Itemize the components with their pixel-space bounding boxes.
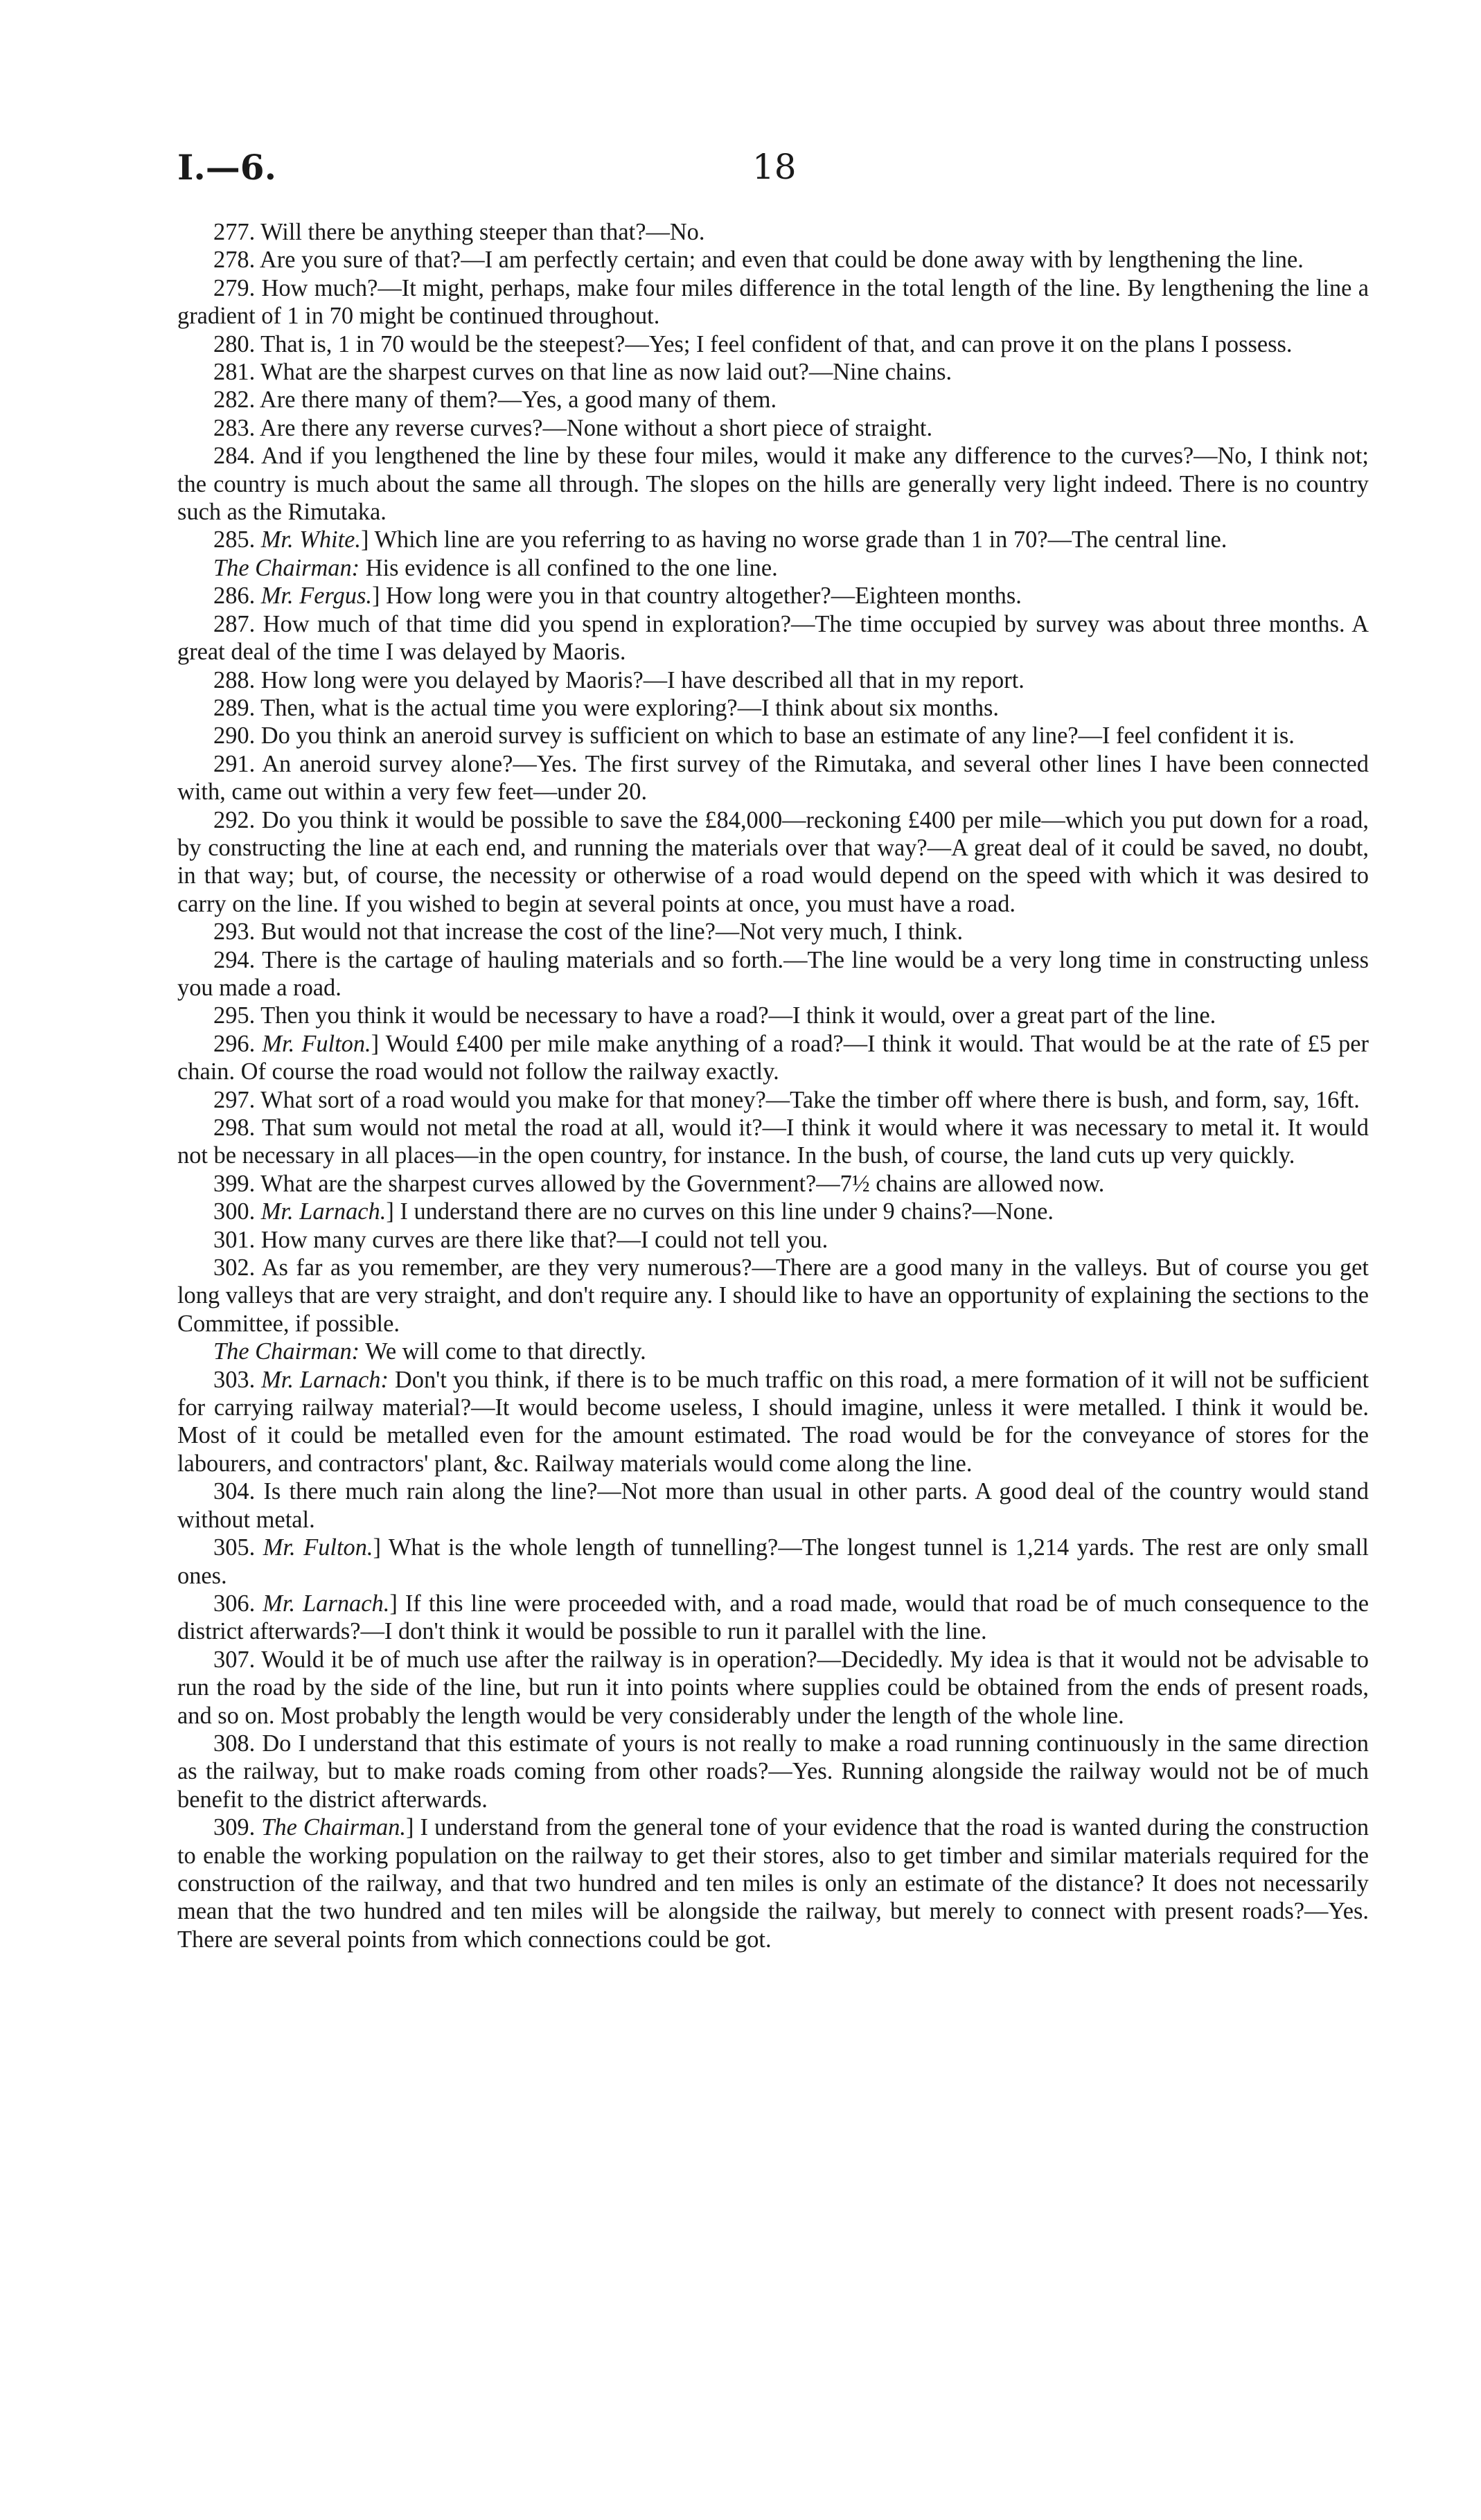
paragraph: 296. Mr. Fulton.] Would £400 per mile make anything of a road?—I think it would. That would be at the rate of £5 per chain. Of course the road would not follow the railway exactly.	[177, 1030, 1369, 1085]
evidence-text	[177, 218, 1369, 1953]
paragraph: 281. What are the sharpest curves on that line as now laid out?—Nine chains.	[213, 359, 952, 386]
paragraph: 294. There is the cartage of hauling materials and so forth.—The line would be a very long time in constructing unless you made a road.	[177, 946, 1369, 1001]
document-reference: I.—6.	[177, 147, 276, 188]
paragraph: 286. Mr. Fergus.] How long were you in that country altogether?—Eighteen months.	[213, 583, 1022, 610]
paragraph: 287. How much of that time did you spend in exploration?—The time occupied by survey was about three months. A great deal of the time I was delayed by Maoris.	[177, 610, 1369, 666]
paragraph: 302. As far as you remember, are they very numerous?—There are a good many in the valleys. But of course you get long valleys that are very straight, and don't require any. I should like to have an opportunity of explaining the sections to the Committee, if possible.	[177, 1254, 1369, 1337]
paragraph: 308. Do I understand that this estimate of yours is not really to make a road running continuously in the same direction as the railway, but to make roads coming from other roads?—Yes. Running alongside the railway would not be of much benefit to the district afterwards.	[177, 1730, 1369, 1813]
paragraph: 300. Mr. Larnach.] I understand there are no curves on this line under 9 chains?—None.	[213, 1198, 1054, 1225]
paragraph: 288. How long were you delayed by Maoris?—I have described all that in my report.	[213, 666, 1025, 693]
paragraph: 290. Do you think an aneroid survey is sufficient on which to base an estimate of any line?—I feel confident it is.	[213, 722, 1295, 749]
paragraph: 298. That sum would not metal the road at all, would it?—I think it would where it was necessary to metal it. It would not be necessary in all places—in the open country, for instance. In the bush, of course, the land cuts up very quickly.	[177, 1115, 1369, 1169]
paragraph: 289. Then, what is the actual time you were exploring?—I think about six months.	[213, 694, 1000, 721]
paragraph: 307. Would it be of much use after the railway is in operation?—Decidedly. My idea is that it would not be advisable to run the road by the side of the line, but run it into points where supplies could be obtained from the ends of present roads, and so on. Most probably the length would be very considerably under the length of the whole line.	[177, 1646, 1369, 1729]
paragraph: 295. Then you think it would be necessary to have a road?—I think it would, over a great part of the line.	[213, 1002, 1216, 1029]
paragraph: 297. What sort of a road would you make for that money?—Take the timber off where there is bush, and form, say, 16ft.	[213, 1086, 1360, 1113]
paragraph: 280. That is, 1 in 70 would be the steepest?—Yes; I feel confident of that, and can prove it on the plans I possess.	[213, 330, 1293, 357]
paragraph: 277. Will there be anything steeper than that?—No.	[213, 219, 705, 245]
paragraph: 279. How much?—It might, perhaps, make four miles difference in the total length of the line. By lengthening the line a gradient of 1 in 70 might be continued throughout.	[177, 274, 1369, 330]
paragraph: 309. The Chairman.] I understand from the general tone of your evidence that the road is wanted during the construction to enable the working population on the railway to get their stores, also to get timber and similar materials required for the construction of the railway, and that two hundred and ten miles is only an estimate of the distance? It does not necessarily mean that the two hundred and ten miles will be alongside the railway, but merely to connect with present roads?—Yes. There are several points from which connections could be got.	[177, 1814, 1369, 1953]
paragraph: 282. Are there many of them?—Yes, a good many of them.	[213, 387, 777, 414]
paragraph: 293. But would not that increase the cost of the line?—Not very much, I think.	[213, 919, 964, 946]
paragraph: 303. Mr. Larnach: Don't you think, if there is to be much traffic on this road, a mere formation of it will not be sufficient for carrying railway material?—It would become useless, I should imagine, unless it were metalled. I think it would be. Most of it could be metalled even for the amount estimated. The road would be for the conveyance of stores for the labourers, and contractors' plant, &c. Railway materials would come along the line.	[177, 1366, 1369, 1477]
paragraph: 291. An aneroid survey alone?—Yes. The first survey of the Rimutaka, and several other lines I have been connected with, came out within a very few feet—under 20.	[177, 750, 1369, 806]
page-header	[177, 147, 1369, 195]
paragraph: 304. Is there much rain along the line?—Not more than usual in other parts. A good deal of the country would stand without metal.	[177, 1478, 1369, 1533]
paragraph: 305. Mr. Fulton.] What is the whole length of tunnelling?—The longest tunnel is 1,214 yards. The rest are only small ones.	[177, 1534, 1369, 1589]
paragraph: 284. And if you lengthened the line by these four miles, would it make any difference to the curves?—No, I think not; the country is much about the same all through. The slopes on the hills are generally very light indeed. There is no country such as the Rimutaka.	[177, 443, 1369, 526]
paragraph: 301. How many curves are there like that?—I could not tell you.	[213, 1226, 828, 1253]
page-number: 18	[752, 147, 797, 187]
paragraph: 306. Mr. Larnach.] If this line were proceeded with, and a road made, would that road be of much consequence to the district afterwards?—I don't think it would be possible to run it parallel with the line.	[177, 1590, 1369, 1645]
paragraph: 285. Mr. White.] Which line are you referring to as having no worse grade than 1 in 70?—The central line.	[213, 526, 1227, 553]
paragraph: 283. Are there any reverse curves?—None without a short piece of straight.	[213, 414, 933, 441]
paragraph: The Chairman: His evidence is all confined to the one line.	[213, 554, 778, 581]
paragraph: The Chairman: We will come to that directly.	[213, 1338, 646, 1365]
paragraph: 292. Do you think it would be possible to save the £84,000—reckoning £400 per mile—which you put down for a road, by constructing the line at each end, and running the materials over that way?—A great deal of it could be saved, no doubt, in that way; but, of course, the necessity or otherwise of a road would depend on the speed with which it was desired to carry on the line. If you wished to begin at several points at once, you must have a road.	[177, 806, 1369, 917]
paragraph: 399. What are the sharpest curves allowed by the Government?—7½ chains are allowed now.	[213, 1170, 1105, 1197]
paragraph: 278. Are you sure of that?—I am perfectly certain; and even that could be done away with by lengthening the line.	[213, 247, 1304, 274]
